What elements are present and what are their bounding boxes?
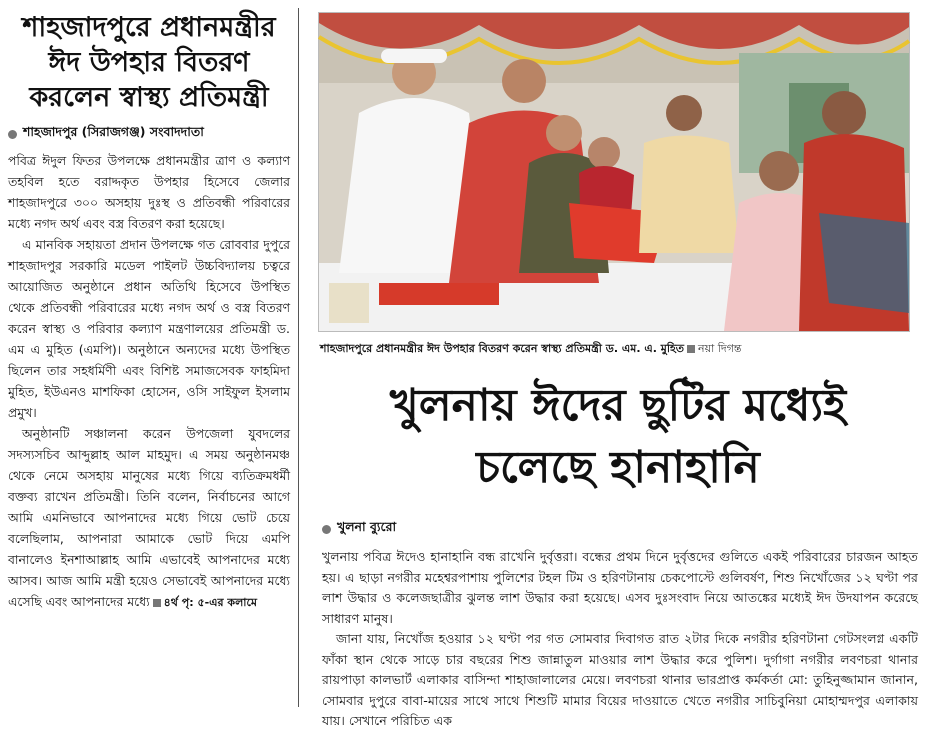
right-headline-line-1: খুলনায় ঈদের ছুটির মধ্যেই [389, 380, 847, 431]
bullet-icon [322, 525, 331, 534]
right-paragraph-2: জানা যায়, নিখোঁজ হওয়ার ১২ ঘণ্টা পর গত সোমবার দিবাগত রাত ২টার দিকে নগরীর হরিণটানা গেটসংলগ্ন একটি ফাঁকা স্থান থেকে সাড়ে চার বছরের শিশু জান্নাতুল মাওয়ার লাশ উদ্ধার করে পুলিশ। দুর্গাগা নগরীর লবণচরা থানার রায়পাড়া কালভার্ট এলাকার বাসিন্দা শাহাজালালের মেয়ে। লবণচরা থানার ভারপ্রাপ্ত কর্মকর্তা মো: তুহিনুজ্জামান জানান, সোমবার দুপুরে বাবা-মায়ের সাথে সাথে শিশুটি মামার বিয়ের দাওয়াতে খেতে নগরীর সাচিবুনিয়া মোহাম্মদপুর এলাকায় যায়। সেখানে পরিচিত এক [322, 631, 918, 728]
bullet-icon [8, 130, 17, 139]
left-body [8, 150, 290, 613]
left-paragraph-3-text: অনুষ্ঠানটি সঞ্চালনা করেন উপজেলা যুবদলের সদস্যসচিব আব্দুল্লাহ আল মাহমুদ। এ সময় অনুষ্ঠানমঞ্চ থেকে নেমে অসহায় মানুষের মধ্যে গিয়ে ব্যতিক্রমধর্মী বক্তব্য রাখেন প্রতিমন্ত্রী। তিনি বলেন, নির্বাচনের আগে আমি এমনিভাবে আপনাদের মধ্যে গিয়ে ভোট চেয়ে বলেছিলাম, আপনারা আমাকে ভোট দিয়ে এমপি বানালেও ইনশাআল্লাহ আমি এভাবেই আপনাদের মধ্যে আসব। আজ আমি মন্ত্রী হয়েও সেভাবেই আপনাদের মধ্যে এসেছি এবং আপনাদের মধ্যে [8, 426, 290, 609]
left-paragraph-3 [8, 423, 290, 613]
right-column [318, 12, 918, 728]
right-paragraph-1: খুলনায় পবিত্র ঈদেও হানাহানি বন্ধ রাখেনি দুর্বৃত্তরা। বন্ধের প্রথম দিনে দুর্বৃত্তদের গুলিতে একই পরিবারের চারজন আহত হয়। এ ছাড়া নগরীর মহেশ্বরপাশায় পুলিশের টহল টিম ও হরিণটানায় চেকপোস্টে গুলিবর্ষণ, শিশু নিখোঁজের ১২ ঘণ্টা পর লাশ উদ্ধার ও কলেজছাত্রীর ঝুলন্ত লাশ উদ্ধার করা হয়েছে। এসব দুঃসংবাদ নিয়ে আতঙ্কের মধ্যেই ঈদ উদযাপন করেছে সাধারণ মানুষ। [322, 549, 918, 626]
photo-caption-text: শাহজাদপুরে প্রধানমন্ত্রীর ঈদ উপহার বিতরণ করেন স্বাস্থ্য প্রতিমন্ত্রী ড. এম. এ. মুহিত [320, 342, 685, 355]
left-byline [8, 124, 290, 144]
jump-marker-icon [153, 599, 161, 607]
left-byline-text: শাহজাদপুর (সিরাজগঞ্জ) সংবাদদাতা [23, 124, 204, 139]
right-body [322, 547, 918, 732]
jump-reference: ৪র্থ পৃ: ৫-এর কলামে [163, 596, 258, 609]
left-article [8, 10, 290, 707]
left-paragraph-1: পবিত্র ঈদুল ফিতর উপলক্ষে প্রধানমন্ত্রীর ত্রাণ ও কল্যাণ তহবিল হতে বরাদ্দকৃত উপহার হিসেবে জেলার শাহজাদপুরে ৩০০ অসহায় দুঃস্থ ও প্রতিবন্ধী পরিবারের মধ্যে নগদ অর্থ এবং বস্ত্র বিতরণ করা হয়েছে। [8, 153, 290, 231]
photo-credit: নয়া দিগন্ত [698, 342, 742, 355]
column-divider [298, 8, 299, 707]
right-byline-text: খুলনা ব্যুরো [337, 519, 397, 534]
photo-caption [320, 340, 918, 359]
left-paragraph-2: এ মানবিক সহায়তা প্রদান উপলক্ষে গত রোববার দুপুরে শাহজাদপুর সরকারি মডেল পাইলট উচ্চবিদ্যালয় চত্বরে আয়োজিত অনুষ্ঠানে প্রধান অতিথি হিসেবে উপস্থিত থেকে প্রতিবন্ধী পরিবারের মধ্যে নগদ অর্থ ও বস্ত্র বিতরণ করেন স্বাস্থ্য ও পরিবার কল্যাণ মন্ত্রণালয়ের প্রতিমন্ত্রী ড. এম এ মুহিত (এমপি)। অনুষ্ঠানে অন্যদের মধ্যে উপস্থিত ছিলেন তার সহধর্মিণী এবং বিশিষ্ট সমাজসেবক ফাহমিদা মুহিত, ইউএনও মাশফিকা হোসেন, ওসি সাইফুল ইসলাম প্রমুখ। [8, 237, 290, 420]
credit-marker-icon [687, 345, 695, 353]
right-headline [318, 375, 918, 499]
news-photo [318, 12, 910, 332]
photo-illustration [319, 13, 909, 331]
right-byline [322, 519, 918, 539]
left-headline: শাহজাদপুরে প্রধানমন্ত্রীর ঈদ উপহার বিতরণ করলেন স্বাস্থ্য প্রতিমন্ত্রী [22, 12, 276, 113]
right-headline-line-2: চলেছে হানাহানি [476, 442, 760, 493]
